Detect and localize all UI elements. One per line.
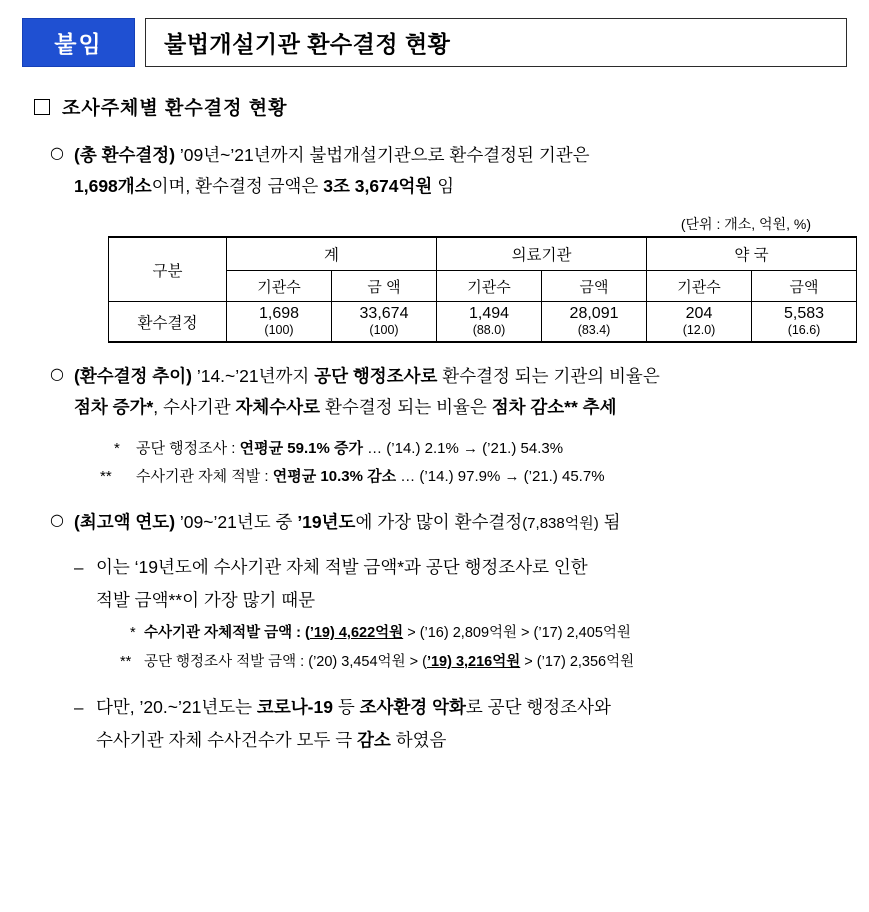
table-subheader-total-count: 기관수 (227, 271, 332, 302)
circle-bullet-icon: ○ (50, 143, 64, 162)
table-cell-pct: (12.0) (682, 323, 716, 337)
document-title-box (145, 18, 847, 67)
table-cell-value: 1,494 (468, 305, 510, 322)
bullet-trend-emph3: 자체수사로 (235, 397, 321, 417)
table-cell-pct: (100) (264, 323, 294, 337)
dash-peak-reason-body (96, 551, 588, 617)
circle-bullet-icon: ○ (50, 510, 64, 529)
recovery-decision-table (108, 236, 857, 343)
bullet-peak-year-value: ’19년도 (297, 512, 356, 532)
bullet-total-body (74, 140, 847, 202)
table-cell-total-count (227, 302, 332, 343)
bullet-peak-text1: ’09~’21년도 중 (179, 512, 293, 532)
bullet-total-text3: 임 (437, 176, 455, 196)
dash-covid-text3: 로 공단 행정조사와 (465, 697, 611, 717)
bullet-trend-text1: ’14.~’21년까지 (196, 366, 310, 386)
table-unit-note: (단위 : 개소, 억원, %) (680, 216, 811, 232)
table-cell-total-amount (332, 302, 437, 343)
bullet-trend-emph4: 점차 감소** (491, 397, 578, 417)
table-row-label: 환수결정 (109, 302, 227, 343)
trend-note-2-star: ** (100, 468, 112, 485)
section-heading (34, 93, 847, 120)
table-cell-value: 5,583 (784, 305, 825, 322)
bullet-total-line1 (74, 140, 847, 171)
dash-peak-reason (74, 551, 847, 617)
bullet-trend-text3: , 수사기관 (153, 397, 231, 417)
bullet-total-amount: 3조 3,674억원 (323, 176, 433, 196)
bullet-trend-line2 (74, 392, 847, 423)
bullet-total-recovery (50, 140, 847, 202)
dash-covid-text2: 등 (337, 697, 355, 717)
bullet-peak-amount: (7,838억원) (522, 515, 599, 532)
peak-note-2-text: > (’17) 2,356억원 (520, 654, 635, 670)
dash-covid-text5: 하였음 (395, 730, 447, 750)
dash-bullet-icon: – (74, 698, 84, 717)
table-cell-pct: (88.0) (472, 323, 506, 337)
trend-note-1 (114, 435, 847, 463)
dash-covid-line2 (96, 724, 611, 757)
peak-note-1-star: * (130, 625, 136, 641)
bullet-trend-text4: 환수결정 되는 비율은 (324, 397, 487, 417)
dash-bullet-icon: – (74, 558, 84, 577)
trend-note-2-text1: … (’14.) 97.9% (400, 468, 501, 485)
peak-note-1-emph: ’19) 4,622억원 (309, 625, 404, 641)
table-header-pharmacy: 약 국 (647, 237, 857, 271)
dash-covid-text4: 수사기관 자체 수사건수가 모두 극 (96, 730, 353, 750)
peak-note-2-label: 공단 행정조사 적발 금액 : (’20) 3,454억원 > ( (144, 654, 427, 670)
dash-covid-emph2: 조사환경 악화 (359, 697, 466, 717)
bullet-trend (50, 361, 847, 423)
trend-note-2-text2: → (’21.) 45.7% (504, 468, 605, 485)
bullet-total-line2 (74, 171, 847, 202)
table-header-total: 계 (227, 237, 437, 271)
dash-covid-emph3: 감소 (357, 730, 391, 750)
trend-note-1-star: * (114, 440, 120, 457)
table-row (109, 302, 857, 343)
table-header-row-top (109, 237, 857, 271)
peak-note-1-label: 수사기관 자체적발 금액 : ( (144, 625, 310, 641)
peak-note-2-emph: ’19) 3,216억원 (426, 654, 521, 670)
table-cell-pharmacy-amount (752, 302, 857, 343)
trend-note-1-text1: … (’14.) 2.1% (367, 440, 459, 457)
table-cell-medical-amount (542, 302, 647, 343)
bullet-peak-text2: 에 가장 많이 환수결정 (355, 512, 523, 532)
bullet-peak-label: (최고액 연도) (74, 512, 176, 532)
table-cell-value: 28,091 (569, 305, 619, 322)
trend-note-2 (100, 463, 847, 491)
dash-covid-note-body (96, 691, 611, 757)
trend-note-1-label: 공단 행정조사 : (136, 440, 236, 457)
dash-peak-reason-line1: 이는 ‘19년도에 수사기관 자체 적발 금액*과 공단 행정조사로 인한 (96, 557, 588, 577)
table-header-medical: 의료기관 (437, 237, 647, 271)
bullet-peak-year (50, 507, 847, 539)
table-header-category: 구분 (109, 237, 227, 302)
trend-note-2-emph: 연평균 10.3% 감소 (272, 468, 397, 485)
bullet-trend-body (74, 361, 847, 423)
table-subheader-medical-amount: 금액 (542, 271, 647, 302)
trend-note-1-emph: 연평균 59.1% 증가 (239, 440, 363, 457)
table-subheader-total-amount: 금 액 (332, 271, 437, 302)
table-cell-medical-count (437, 302, 542, 343)
peak-note-1-text: > (’16) 2,809억원 > (’17) 2,405억원 (403, 625, 631, 641)
table-cell-pct: (100) (369, 323, 399, 337)
peak-note-2 (120, 648, 847, 677)
peak-note-1 (130, 619, 847, 648)
bullet-trend-label: (환수결정 추이) (74, 366, 192, 386)
bullet-total-text2: 이며, 환수결정 금액은 (151, 176, 319, 196)
bullet-trend-emph1: 공단 행정조사로 (314, 366, 438, 386)
table-cell-value: 204 (685, 305, 713, 322)
trend-note-1-text2: → (’21.) 54.3% (463, 440, 564, 457)
attachment-badge: 붙임 (22, 18, 135, 67)
peak-note-2-star: ** (120, 654, 132, 670)
section-heading-text: 조사주체별 환수결정 현황 (62, 98, 288, 119)
table-cell-value: 33,674 (359, 305, 409, 322)
table-cell-pharmacy-count (647, 302, 752, 343)
bullet-trend-text5: 추세 (582, 397, 617, 417)
square-bullet-icon (34, 99, 50, 115)
bullet-total-label: (총 환수결정) (74, 145, 176, 165)
bullet-trend-emph2: 점차 증가* (74, 397, 154, 417)
bullet-peak-line1 (74, 507, 847, 539)
dash-covid-text1: 다만, ’20.~’21년도는 (96, 697, 253, 717)
table-subheader-pharmacy-count: 기관수 (647, 271, 752, 302)
table-subheader-pharmacy-amount: 금액 (752, 271, 857, 302)
table-cell-pct: (16.6) (787, 323, 821, 337)
dash-covid-line1 (96, 691, 611, 724)
table-subheader-medical-count: 기관수 (437, 271, 542, 302)
bullet-peak-text3: 됨 (603, 512, 621, 532)
bullet-trend-line1 (74, 361, 847, 392)
dash-covid-emph1: 코로나-19 (256, 697, 333, 717)
circle-bullet-icon: ○ (50, 364, 64, 383)
bullet-peak-body (74, 507, 847, 539)
page-title: 불법개설기관 환수결정 현황 (164, 31, 451, 57)
bullet-total-count: 1,698개소 (74, 176, 152, 196)
dash-covid-note (74, 691, 847, 757)
dash-peak-reason-line2: 적발 금액**이 가장 많기 때문 (96, 590, 316, 610)
trend-note-2-label: 수사기관 자체 적발 : (136, 468, 269, 485)
bullet-trend-text2: 환수결정 되는 기관의 비율은 (442, 366, 660, 386)
document-header (22, 18, 847, 67)
bullet-total-text1: ’09년~’21년까지 불법개설기관으로 환수결정된 기관은 (179, 145, 590, 165)
table-cell-pct: (83.4) (577, 323, 611, 337)
table-cell-value: 1,698 (258, 305, 300, 322)
